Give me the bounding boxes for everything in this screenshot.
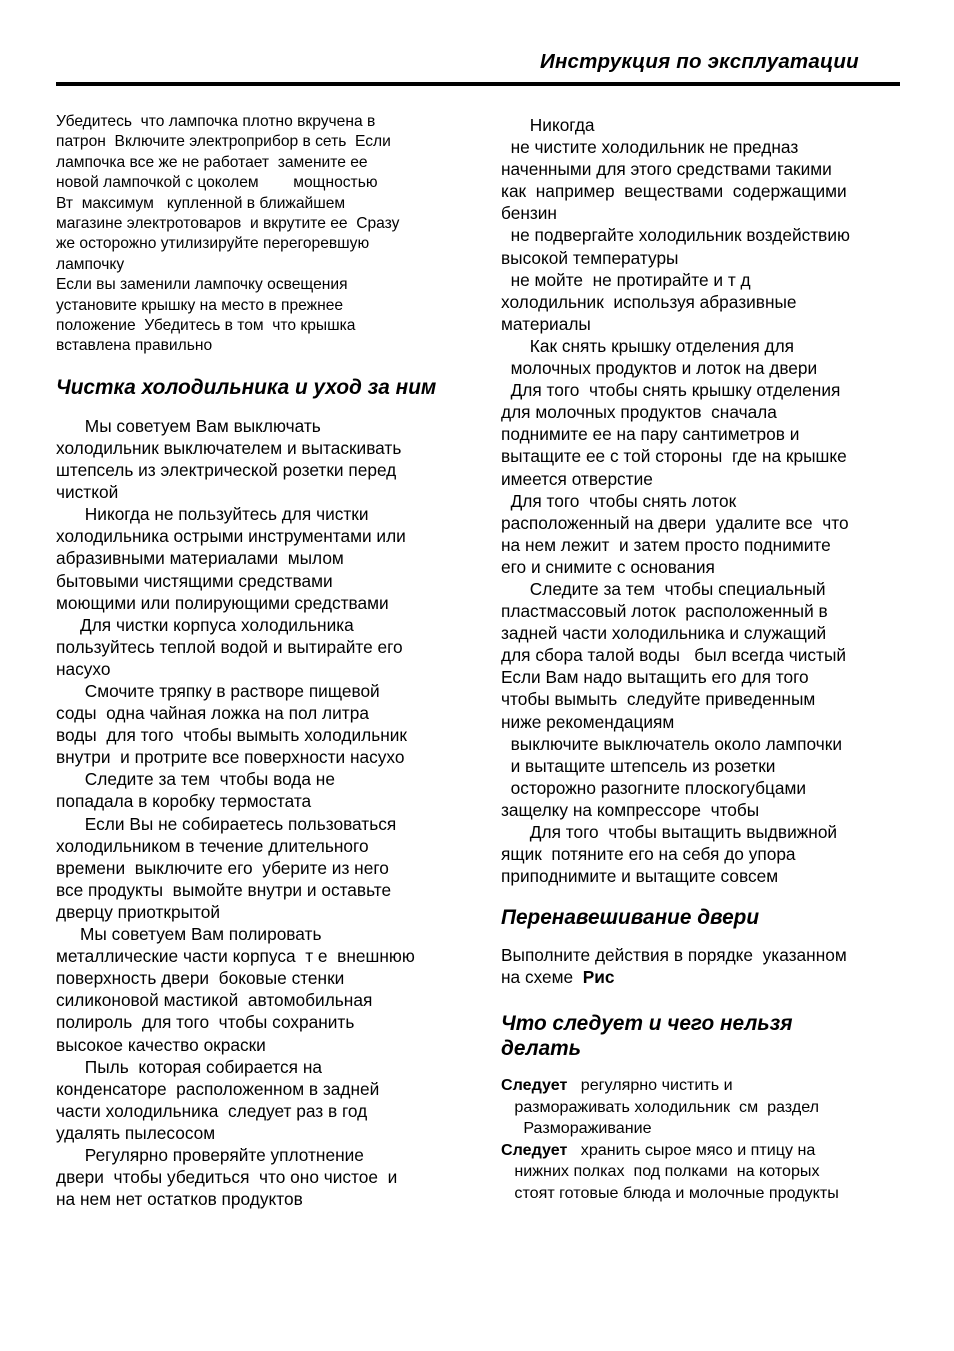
text-line: вытащите ее с той стороны где на крышке: [501, 446, 847, 467]
left-column: [56, 112, 460, 1210]
text-line: для сбора талой воды был всегда чистый: [501, 645, 847, 666]
right-column: [501, 114, 907, 1204]
dos-item-text: хранить сырое мясо и птицу на: [567, 1140, 816, 1159]
text-line: Вт максимум купленной в ближайшем: [56, 194, 346, 212]
text-line: удалять пылесосом: [56, 1122, 216, 1143]
text-line: для молочных продуктов сначала: [501, 402, 777, 423]
text-line: лампочка все же не работает замените ее: [56, 153, 368, 171]
text-line: силиконовой мастикой автомобильная: [56, 990, 373, 1011]
text-line: задней части холодильника и служащий: [501, 623, 827, 644]
text-line: Следите за тем чтобы вода не: [56, 769, 335, 790]
text-line: Убедитесь что лампочка плотно вкручена в: [56, 113, 376, 130]
text-line: высокой температуры: [501, 247, 679, 268]
text-line: внутри и протрите все поверхности насухо: [56, 747, 405, 768]
dos-item-text: регулярно чистить и: [567, 1076, 733, 1095]
text-line: бензин: [501, 203, 557, 224]
cleaning-heading: Чистка холодильника и уход за ним: [56, 375, 437, 399]
text-line: пользуйтесь теплой водой и вытирайте его: [56, 636, 403, 657]
text-line: Для того чтобы вытащить выдвижной: [501, 822, 838, 842]
text-line: Пыль которая собирается на: [56, 1056, 322, 1077]
text-line: поднимите ее на пару сантиметров и: [501, 424, 800, 445]
dos-item-term: Следует: [501, 1140, 568, 1159]
text-line: чтобы вымыть следуйте приведенным: [501, 689, 816, 710]
text-line: времени выключите его уберите из него: [56, 857, 389, 878]
door-rehanging-heading: Перенавешивание двери: [501, 906, 760, 930]
text-line: патрон Включите электроприбор в сеть Если: [56, 133, 391, 151]
text-line: Мы советуем Вам выключать: [56, 415, 321, 436]
text-line: Регулярно проверяйте уплотнение: [56, 1144, 364, 1165]
text-line: как например веществами содержащими: [501, 181, 847, 202]
text-line: насухо: [56, 658, 111, 679]
text-line: установите крышку на место в прежнее: [56, 296, 344, 314]
text-line: все продукты вымойте внутри и оставьте: [56, 879, 392, 900]
text-line: пластмассовый лоток расположенный в: [501, 601, 828, 622]
text-line: наченными для этого средствами такими: [501, 159, 832, 180]
text-line: защелку на компрессоре чтобы: [501, 799, 760, 820]
door-line-2: [501, 966, 907, 988]
text-line: холодильник используя абразивные: [501, 291, 797, 312]
text-line: Для чистки корпуса холодильника: [56, 614, 354, 635]
dos-item: [501, 1140, 907, 1205]
text-line: выключите выключатель около лампочки: [501, 733, 842, 754]
door-line-1: Выполните действия в порядке указанном: [501, 945, 847, 966]
text-line: дверцу приоткрытой: [56, 901, 220, 922]
text-line: попадала в коробку термостата: [56, 791, 312, 812]
dos-item-line: [501, 1140, 907, 1162]
text-line: чисткой: [56, 482, 119, 503]
text-line: поверхность двери боковые стенки: [56, 968, 345, 989]
text-line: на нем лежит и затем просто поднимите: [501, 534, 831, 555]
text-line: конденсаторе расположенном в задней: [56, 1078, 380, 1099]
page-header-title: Инструкция по эксплуатации: [540, 50, 859, 73]
text-line: осторожно разогните плоскогубцами: [501, 777, 807, 798]
door-line-2-text: на схеме: [501, 967, 583, 988]
text-line: высокое качество окраски: [56, 1034, 266, 1055]
text-line: и вытащите штепсель из розетки: [501, 755, 776, 776]
care-section-text: [501, 114, 907, 887]
text-line: Никогда: [501, 115, 595, 135]
text-line: штепсель из электрической розетки перед: [56, 460, 397, 481]
text-line: части холодильника следует раз в год: [56, 1100, 368, 1121]
dos-item-line: размораживать холодильник см раздел: [501, 1097, 820, 1116]
cleaning-section-text: [56, 415, 460, 1210]
header-rule: [56, 82, 900, 86]
text-line: ниже рекомендациям: [501, 711, 675, 732]
text-line: приподнимите и вытащите совсем: [501, 866, 779, 887]
text-line: абразивными материалами мылом: [56, 548, 344, 569]
text-line: вставлена правильно: [56, 337, 213, 355]
text-line: Если Вам надо вытащить его для того: [501, 667, 809, 688]
text-line: двери чтобы убедиться что оно чистое и: [56, 1167, 398, 1188]
text-line: материалы: [501, 313, 591, 334]
text-line: же осторожно утилизируйте перегоревшую: [56, 235, 370, 253]
text-line: воды для того чтобы вымыть холодильник: [56, 725, 407, 746]
text-line: не мойте не протирайте и т д: [501, 269, 751, 290]
text-line: Если вы заменили лампочку освещения: [56, 276, 348, 294]
text-line: моющими или полирующими средствами: [56, 592, 389, 613]
text-line: не чистите холодильник не предназ: [501, 137, 799, 158]
dos-item-line: [501, 1075, 907, 1097]
text-line: имеется отверстие: [501, 468, 653, 489]
text-line: Как снять крышку отделения для: [501, 335, 795, 356]
text-line: соды одна чайная ложка на пол литра: [56, 703, 369, 724]
dos-item-line: стоят готовые блюда и молочные продукты: [501, 1183, 839, 1202]
text-line: молочных продуктов и лоток на двери: [501, 358, 818, 379]
text-line: лампочку: [56, 255, 125, 273]
text-line: Никогда не пользуйтесь для чистки: [56, 504, 369, 525]
text-line: Следите за тем чтобы специальный: [501, 578, 826, 599]
door-rehanging-text: [501, 944, 907, 988]
text-line: холодильником в течение длительного: [56, 835, 369, 856]
bulb-replacement-paragraph: [56, 112, 460, 357]
text-line: холодильник выключателем и вытаскивать: [56, 437, 402, 458]
text-line: Смочите тряпку в растворе пищевой: [56, 681, 380, 701]
dos-item-line: нижних полках под полками на которых: [501, 1162, 820, 1181]
dos-item-term: Следует: [501, 1076, 568, 1095]
text-line: не подвергайте холодильник воздействию: [501, 225, 850, 246]
text-line: магазине электротоваров и вкрутите ее Сразу: [56, 215, 400, 233]
text-line: Для того чтобы снять лоток: [501, 490, 737, 511]
text-line: расположенный на двери удалите все что: [501, 512, 849, 533]
dos-item: [501, 1075, 907, 1140]
text-line: Для того чтобы снять крышку отделения: [501, 380, 841, 401]
text-line: ящик потяните его на себя до упора: [501, 844, 796, 865]
text-line: металлические части корпуса т е внешнюю: [56, 946, 415, 967]
text-line: его и снимите с основания: [501, 556, 715, 577]
text-line: на нем нет остатков продуктов: [56, 1189, 303, 1210]
text-line: Если Вы не собираетесь пользоваться: [56, 813, 397, 834]
text-line: новой лампочкой с цоколем мощностью: [56, 174, 378, 192]
text-line: холодильника острыми инструментами или: [56, 526, 406, 547]
text-line: положение Убедитесь в том что крышка: [56, 317, 356, 335]
figure-reference: Рис: [582, 967, 615, 988]
text-line: полироль для того чтобы сохранить: [56, 1012, 355, 1033]
text-line: бытовыми чистящими средствами: [56, 570, 333, 591]
dos-item-line: Размораживание: [501, 1119, 652, 1138]
dos-list: [501, 1075, 907, 1204]
dos-and-donts-heading: Что следует и чего нельзя делать: [501, 1012, 793, 1061]
text-line: Мы советуем Вам полировать: [56, 924, 322, 945]
